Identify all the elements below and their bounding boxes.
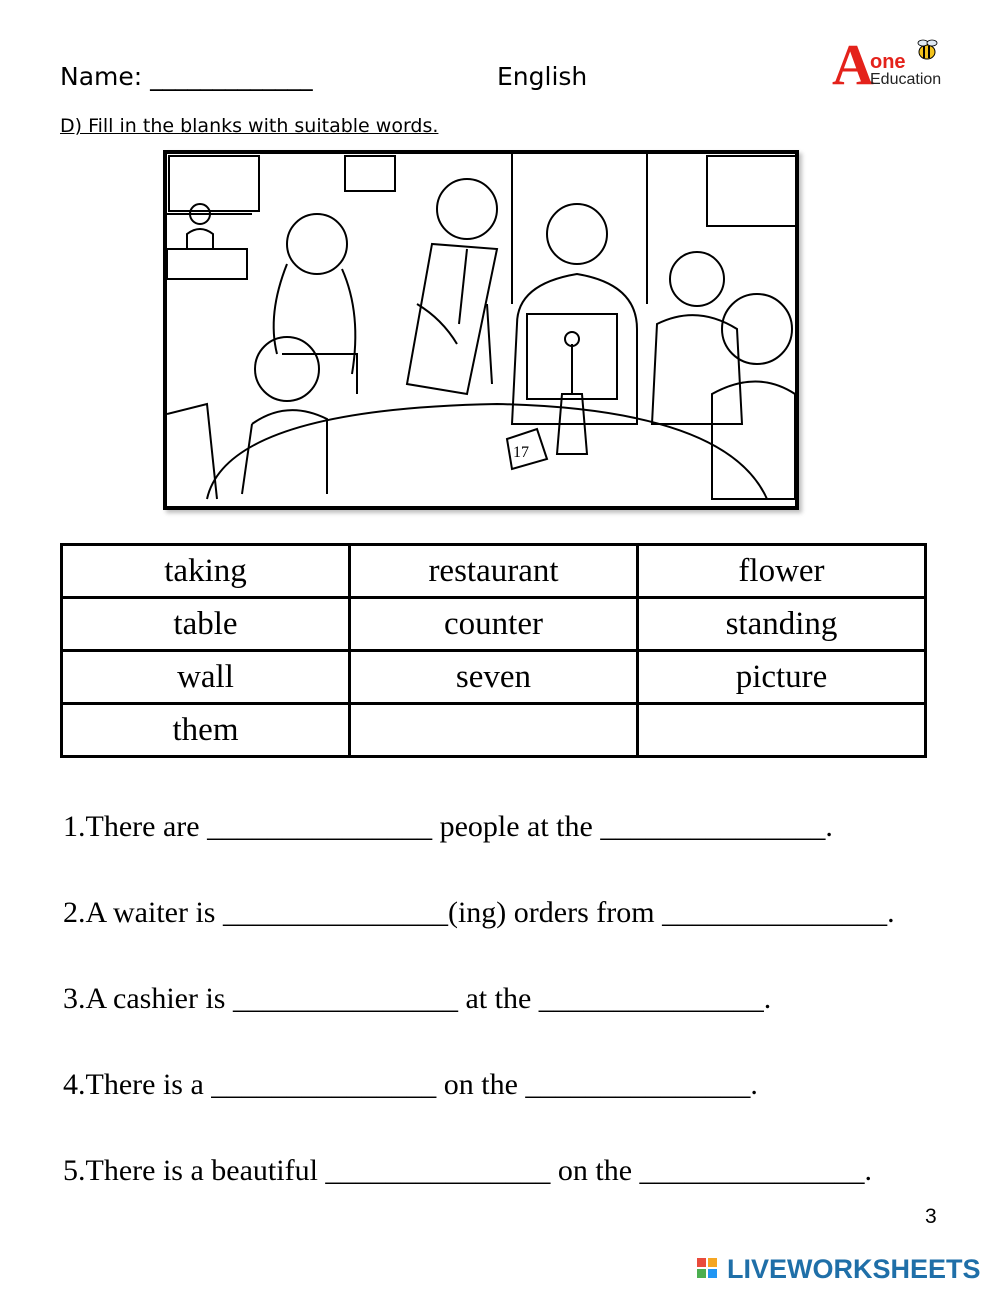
table-number-card: 17 [513, 444, 529, 461]
word-cell: standing [638, 598, 926, 651]
word-cell-empty [638, 704, 926, 757]
aone-education-logo [832, 32, 947, 98]
word-bank-row [62, 704, 926, 757]
word-cell: restaurant [350, 545, 638, 598]
question-1: 1.There are _______________ people at the _______________. [63, 810, 833, 843]
logo-one: one [870, 51, 906, 73]
bee-icon [914, 38, 940, 62]
word-cell: wall [62, 651, 350, 704]
word-bank-row [62, 651, 926, 704]
name-field-label: Name: _____________ [60, 62, 313, 91]
word-bank-row [62, 598, 926, 651]
question-4: 4.There is a _______________ on the _______________. [63, 1068, 758, 1101]
word-cell: picture [638, 651, 926, 704]
liveworksheets-brand-text: LIVEWORKSHEETS [727, 1254, 981, 1284]
page-number: 3 [925, 1205, 937, 1228]
word-cell: flower [638, 545, 926, 598]
logo-letter: A [832, 32, 874, 97]
restaurant-scene-icon [167, 154, 795, 506]
word-cell: taking [62, 545, 350, 598]
restaurant-illustration [163, 150, 799, 510]
word-cell: table [62, 598, 350, 651]
word-cell: counter [350, 598, 638, 651]
word-bank-table [60, 543, 927, 758]
word-cell: seven [350, 651, 638, 704]
logo-education: Education [870, 71, 942, 88]
word-cell: them [62, 704, 350, 757]
question-5: 5.There is a beautiful _______________ on the _______________. [63, 1154, 873, 1187]
subject-label: English [497, 62, 588, 91]
question-3: 3.A cashier is _______________ at the _______________. [63, 982, 772, 1015]
word-bank-row [62, 545, 926, 598]
question-2: 2.A waiter is _______________(ing) orders from _______________. [63, 896, 895, 929]
word-cell-empty [350, 704, 638, 757]
instruction-text: D) Fill in the blanks with suitable words. [60, 115, 439, 137]
